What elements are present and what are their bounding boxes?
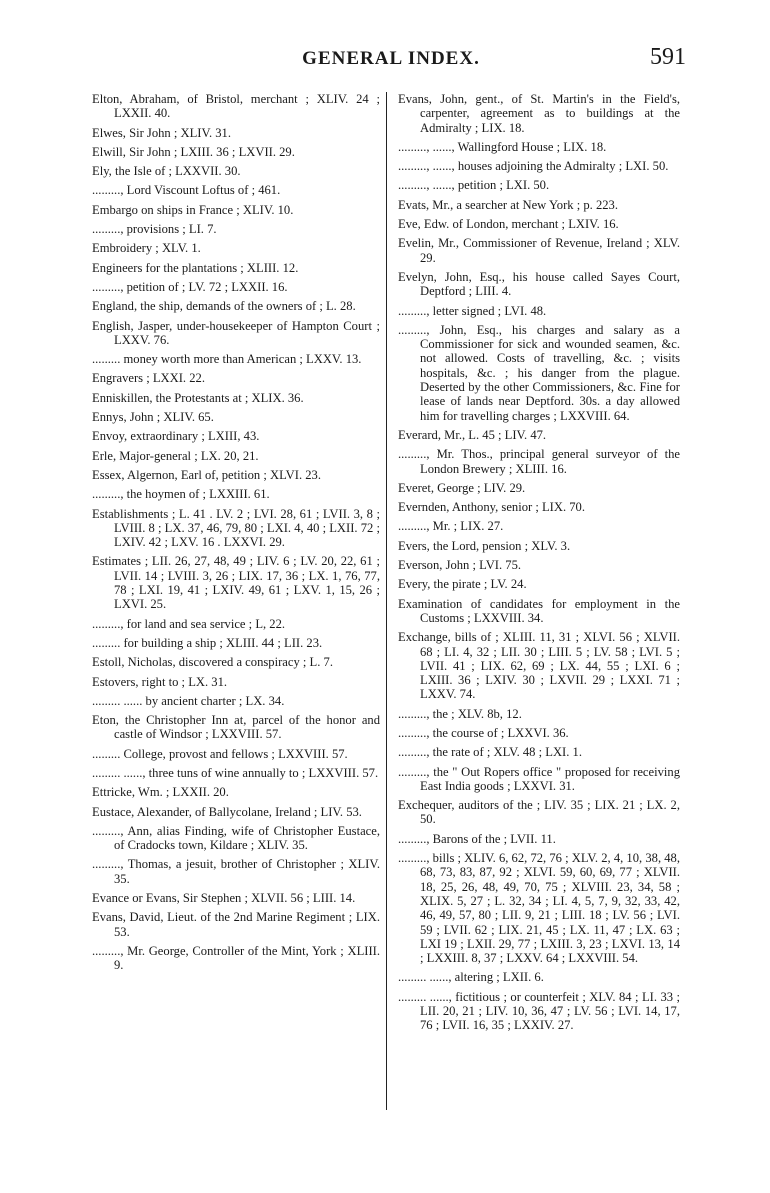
index-entry: ......... ......, altering ; LXII. 6. <box>398 970 544 985</box>
index-entry: Establishments ; L. 41 . LV. 2 ; LVI. 28, 61 ; LVII. 3, 8 ; LVIII. 8 ; LX. 37, 46, 79, 80 ; LXI. 4, 40 ; LXII. 72 ; LXIV. 42 ; LXV. 16 . LXXVI. 29. <box>92 506 380 550</box>
index-entry: ........., provisions ; LI. 7. <box>92 222 217 237</box>
index-entry: ........., the ; XLV. 8b, 12. <box>398 706 522 721</box>
index-entry: ........., for land and sea service ; L, 22. <box>92 616 286 631</box>
index-entry: Ettricke, Wm. ; LXXII. 20. <box>92 785 229 800</box>
index-entry: ........., petition of ; LV. 72 ; LXXII. 16. <box>92 279 288 294</box>
index-entry: Embroidery ; XLV. 1. <box>92 241 201 256</box>
index-entry: Evats, Mr., a searcher at New York ; p. 223. <box>398 197 618 212</box>
index-entry: ........., ......, houses adjoining the Admiralty ; LXI. 50. <box>398 159 669 174</box>
index-entry: ........., the course of ; LXXVI. 36. <box>398 725 569 740</box>
index-entry: ........., the hoymen of ; LXXIII. 61. <box>92 487 270 502</box>
index-entry: Engravers ; LXXI. 22. <box>92 371 205 386</box>
index-entry: Everson, John ; LVI. 75. <box>398 558 522 573</box>
index-entry: ........., Ann, alias Finding, wife of Christopher Eustace, of Cradocks town, Kildare ; XLIV. 35. <box>92 823 380 853</box>
index-entry: Evers, the Lord, pension ; XLV. 3. <box>398 538 571 553</box>
index-entry: ........., the " Out Ropers office " proposed for receiving East India goods ; LXXVI. 31. <box>398 764 680 793</box>
index-entry: Embargo on ships in France ; XLIV. 10. <box>92 202 294 217</box>
index-entry: Examination of candidates for employment in the Customs ; LXXVIII. 34. <box>398 596 680 625</box>
index-entry: ........., Mr. ; LIX. 27. <box>398 519 504 534</box>
index-entry: Evance or Evans, Sir Stephen ; XLVII. 56 ; LIII. 14. <box>92 891 356 906</box>
index-entry: Eustace, Alexander, of Ballycolane, Ireland ; LIV. 53. <box>92 804 362 819</box>
index-entry: ........., Mr. Thos., principal general surveyor of the London Brewery ; XLIII. 16. <box>398 447 680 476</box>
index-entry: Eve, Edw. of London, merchant ; LXIV. 16. <box>398 217 619 232</box>
index-entry: ........., Mr. George, Controller of the Mint, York ; XLIII. 9. <box>92 943 380 973</box>
page-title: GENERAL INDEX. <box>302 48 480 69</box>
index-entry: Evernden, Anthony, senior ; LIX. 70. <box>398 500 586 515</box>
index-entry: Eton, the Christopher Inn at, parcel of the honor and castle of Windsor ; LXXVIII. 57. <box>92 713 380 742</box>
index-entry: Evelyn, John, Esq., his house called Sayes Court, Deptford ; LIII. 4. <box>398 269 680 299</box>
index-entry: ........., John, Esq., his charges and salary as a Commissioner for sick and wounded seamen, &c. not allowed. Costs of travelling, &c. ; visits hospitals, &c. ; his danger from the plague. Deserted by the other Commissioners, &c. Fine for lease of lands near Deptford. 30s. a day allowed him for travelling charges ; LXXVIII. 64. <box>398 322 680 423</box>
index-entry: Evelin, Mr., Commissioner of Revenue, Ireland ; XLV. 29. <box>398 236 680 265</box>
index-entry: Engineers for the plantations ; XLIII. 12. <box>92 260 299 275</box>
index-entry: ........., Barons of the ; LVII. 11. <box>398 831 556 846</box>
index-entry: Elton, Abraham, of Bristol, merchant ; XLIV. 24 ; LXXII. 40. <box>92 92 380 121</box>
column-divider <box>386 92 387 1110</box>
index-entry: Estimates ; LII. 26, 27, 48, 49 ; LIV. 6 ; LV. 20, 22, 61 ; LVII. 14 ; LVIII. 3, 26 ; LIX. 17, 36 ; LX. 1, 76, 77, 78 ; LXI. 19, 41 ; LXIV. 49, 61 ; LXV. 1, 15, 26 ; LXVI. 25. <box>92 554 380 612</box>
index-entry: Exchange, bills of ; XLIII. 11, 31 ; XLVI. 56 ; XLVII. 68 ; LI. 4, 32 ; LII. 30 ; LIII. 5 ; LV. 58 ; LVI. 5 ; LVII. 41 ; LIX. 62, 69 ; LX. 44, 55 ; LXI. 6 ; LXIII. 36 ; LXIV. 30 ; LXVII. 29 ; LXXI. 71 ; LXXV. 74. <box>398 630 680 702</box>
index-entry: ......... ......, fictitious ; or counterfeit ; XLV. 84 ; LI. 33 ; LII. 20, 21 ; LIV. 10, 36, 47 ; LV. 56 ; LVI. 14, 17, 76 ; LVII. 16, 35 ; LXXIV. 27. <box>398 989 680 1033</box>
index-entry: England, the ship, demands of the owners of ; L. 28. <box>92 299 356 314</box>
index-entry: Everard, Mr., L. 45 ; LIV. 47. <box>398 427 547 442</box>
page-header <box>96 44 686 78</box>
index-column-right <box>398 92 680 1038</box>
page-number: 591 <box>650 44 686 70</box>
index-entry: ........., ......, Wallingford House ; LIX. 18. <box>398 139 607 154</box>
index-entry: English, Jasper, under-housekeeper of Hampton Court ; LXXV. 76. <box>92 318 380 347</box>
index-entry: ......... College, provost and fellows ; LXXVIII. 57. <box>92 746 348 761</box>
index-entry: Erle, Major-general ; LX. 20, 21. <box>92 448 259 463</box>
index-entry: Evans, John, gent., of St. Martin's in the Field's, carpenter, agreement as to buildings at the Admiralty ; LIX. 18. <box>398 92 680 135</box>
index-entry: Estoll, Nicholas, discovered a conspiracy ; L. 7. <box>92 655 333 670</box>
index-entry: Ennys, John ; XLIV. 65. <box>92 410 214 425</box>
index-entry: ......... ...... by ancient charter ; LX. 34. <box>92 693 285 708</box>
index-entry: ......... ......, three tuns of wine annually to ; LXXVIII. 57. <box>92 765 379 780</box>
index-entry: Envoy, extraordinary ; LXIII, 43. <box>92 429 260 444</box>
index-entry: Every, the pirate ; LV. 24. <box>398 577 527 592</box>
index-column-left <box>92 92 380 978</box>
index-entry: Evans, David, Lieut. of the 2nd Marine Regiment ; LIX. 53. <box>92 910 380 939</box>
index-entry: ........., the rate of ; XLV. 48 ; LXI. 1. <box>398 745 582 760</box>
index-entry: Exchequer, auditors of the ; LIV. 35 ; LIX. 21 ; LX. 2, 50. <box>398 798 680 827</box>
index-entry: ......... for building a ship ; XLIII. 44 ; LII. 23. <box>92 635 323 650</box>
index-entry: ........., letter signed ; LVI. 48. <box>398 303 547 318</box>
index-entry: ........., ......, petition ; LXI. 50. <box>398 178 550 193</box>
index-entry: ........., Thomas, a jesuit, brother of Christopher ; XLIV. 35. <box>92 857 380 886</box>
index-entry: Ely, the Isle of ; LXXVII. 30. <box>92 164 241 179</box>
index-entry: Enniskillen, the Protestants at ; XLIX. 36. <box>92 390 304 405</box>
index-entry: ........., bills ; XLIV. 6, 62, 72, 76 ; XLV. 2, 4, 10, 38, 48, 68, 73, 83, 87, 92 ; XLVI. 59, 60, 69, 77 ; XLVII. 18, 25, 26, 48, 49, 70, 75 ; XLVIII. 23, 34, 58 ; XLIX. 5, 27 ; L. 32, 34 ; LI. 4, 5, 7, 9, 32, 33, 42, 46, 49, 57, 80 ; LII. 9, 21 ; LIII. 18 ; LV. 56 ; LVI. 59 ; LVII. 62 ; LIX. 21, 45 ; LX. 11, 47 ; LX. 63 ; LXI 19 ; LXII. 29, 77 ; LXIII. 3, 23 ; LXVI. 13, 14 ; LXXIII. 8, 37 ; LXXV. 64 ; LXXVIII. 54. <box>398 851 680 966</box>
index-entry: Everet, George ; LIV. 29. <box>398 480 526 495</box>
index-entry: Elwill, Sir John ; LXIII. 36 ; LXVII. 29. <box>92 144 295 159</box>
index-entry: ........., Lord Viscount Loftus of ; 461. <box>92 183 281 198</box>
index-entry: Essex, Algernon, Earl of, petition ; XLVI. 23. <box>92 467 321 482</box>
index-entry: Estovers, right to ; LX. 31. <box>92 674 228 689</box>
index-entry: Elwes, Sir John ; XLIV. 31. <box>92 125 231 140</box>
index-entry: ......... money worth more than American ; LXXV. 13. <box>92 352 362 367</box>
